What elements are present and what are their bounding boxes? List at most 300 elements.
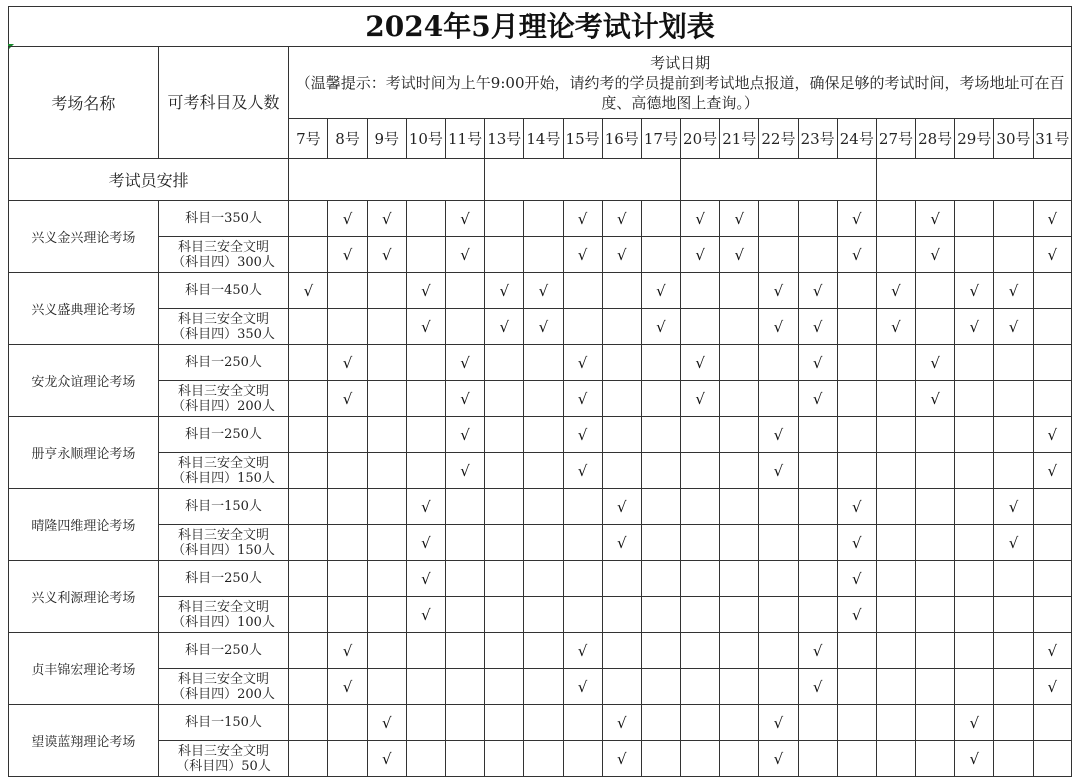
- table-row: [9, 273, 1072, 309]
- schedule-empty-cell: [406, 453, 445, 489]
- schedule-empty-cell: [994, 417, 1033, 453]
- schedule-check-mark: √: [328, 201, 367, 237]
- schedule-empty-cell: [328, 489, 367, 525]
- schedule-empty-cell: [759, 597, 798, 633]
- schedule-empty-cell: [916, 309, 955, 345]
- schedule-empty-cell: [524, 201, 563, 237]
- schedule-check-mark: √: [1033, 201, 1071, 237]
- schedule-check-mark: √: [563, 381, 602, 417]
- schedule-empty-cell: [916, 489, 955, 525]
- schedule-empty-cell: [681, 705, 720, 741]
- schedule-empty-cell: [837, 705, 876, 741]
- schedule-empty-cell: [524, 669, 563, 705]
- schedule-empty-cell: [445, 633, 484, 669]
- schedule-empty-cell: [328, 525, 367, 561]
- schedule-empty-cell: [445, 741, 484, 777]
- schedule-empty-cell: [876, 633, 915, 669]
- schedule-check-mark: √: [681, 345, 720, 381]
- schedule-empty-cell: [289, 561, 328, 597]
- schedule-check-mark: √: [406, 273, 445, 309]
- table-row: [9, 453, 1072, 489]
- schedule-check-mark: √: [759, 453, 798, 489]
- schedule-empty-cell: [994, 669, 1033, 705]
- schedule-empty-cell: [367, 273, 406, 309]
- schedule-empty-cell: [955, 597, 994, 633]
- schedule-check-mark: √: [406, 309, 445, 345]
- schedule-empty-cell: [720, 381, 759, 417]
- venue-name: 册亨永顺理论考场: [9, 417, 159, 489]
- schedule-empty-cell: [641, 705, 680, 741]
- schedule-empty-cell: [328, 597, 367, 633]
- schedule-check-mark: √: [602, 741, 641, 777]
- subject-capacity: 科目一150人: [158, 489, 289, 525]
- schedule-empty-cell: [759, 633, 798, 669]
- schedule-empty-cell: [994, 633, 1033, 669]
- schedule-empty-cell: [289, 345, 328, 381]
- schedule-empty-cell: [641, 417, 680, 453]
- schedule-empty-cell: [798, 705, 837, 741]
- schedule-empty-cell: [524, 345, 563, 381]
- schedule-check-mark: √: [563, 453, 602, 489]
- subject-capacity: 科目三安全文明 （科目四）50人: [158, 741, 289, 777]
- schedule-check-mark: √: [445, 345, 484, 381]
- schedule-empty-cell: [837, 633, 876, 669]
- schedule-check-mark: √: [759, 417, 798, 453]
- schedule-empty-cell: [955, 381, 994, 417]
- schedule-empty-cell: [602, 309, 641, 345]
- schedule-empty-cell: [485, 453, 524, 489]
- subject-capacity: 科目一250人: [158, 633, 289, 669]
- schedule-empty-cell: [524, 417, 563, 453]
- schedule-check-mark: √: [328, 345, 367, 381]
- schedule-check-mark: √: [759, 705, 798, 741]
- schedule-empty-cell: [994, 201, 1033, 237]
- table-row: [9, 525, 1072, 561]
- schedule-empty-cell: [367, 489, 406, 525]
- schedule-empty-cell: [328, 273, 367, 309]
- schedule-empty-cell: [916, 705, 955, 741]
- schedule-empty-cell: [367, 309, 406, 345]
- schedule-empty-cell: [876, 705, 915, 741]
- schedule-empty-cell: [289, 741, 328, 777]
- examiner-row: [9, 159, 1072, 201]
- schedule-empty-cell: [720, 489, 759, 525]
- schedule-check-mark: √: [445, 201, 484, 237]
- schedule-check-mark: √: [720, 237, 759, 273]
- schedule-empty-cell: [759, 345, 798, 381]
- schedule-check-mark: √: [837, 489, 876, 525]
- schedule-empty-cell: [837, 345, 876, 381]
- schedule-empty-cell: [720, 705, 759, 741]
- schedule-empty-cell: [641, 741, 680, 777]
- schedule-empty-cell: [445, 273, 484, 309]
- schedule-empty-cell: [328, 417, 367, 453]
- schedule-empty-cell: [367, 381, 406, 417]
- schedule-check-mark: √: [563, 417, 602, 453]
- schedule-empty-cell: [563, 597, 602, 633]
- schedule-empty-cell: [837, 417, 876, 453]
- schedule-empty-cell: [602, 417, 641, 453]
- schedule-empty-cell: [759, 201, 798, 237]
- table-row: [9, 741, 1072, 777]
- schedule-empty-cell: [367, 633, 406, 669]
- day-header: 7号: [289, 119, 328, 159]
- exam-dates-header: [289, 47, 1072, 119]
- day-header: 13号: [485, 119, 524, 159]
- day-header: 22号: [759, 119, 798, 159]
- schedule-empty-cell: [876, 561, 915, 597]
- schedule-check-mark: √: [328, 381, 367, 417]
- venue-header: 考场名称: [9, 47, 159, 159]
- schedule-empty-cell: [759, 381, 798, 417]
- schedule-check-mark: √: [759, 273, 798, 309]
- schedule-empty-cell: [1033, 525, 1071, 561]
- schedule-empty-cell: [289, 237, 328, 273]
- venue-name: 安龙众谊理论考场: [9, 345, 159, 417]
- schedule-check-mark: √: [837, 237, 876, 273]
- schedule-empty-cell: [720, 309, 759, 345]
- day-header: 15号: [563, 119, 602, 159]
- schedule-check-mark: √: [955, 705, 994, 741]
- schedule-check-mark: √: [328, 237, 367, 273]
- schedule-empty-cell: [328, 453, 367, 489]
- schedule-check-mark: √: [1033, 453, 1071, 489]
- schedule-empty-cell: [916, 525, 955, 561]
- schedule-empty-cell: [406, 633, 445, 669]
- schedule-empty-cell: [289, 705, 328, 741]
- table-row: [9, 669, 1072, 705]
- schedule-empty-cell: [681, 633, 720, 669]
- schedule-check-mark: √: [681, 237, 720, 273]
- table-row: [9, 417, 1072, 453]
- schedule-check-mark: √: [1033, 237, 1071, 273]
- schedule-empty-cell: [720, 345, 759, 381]
- schedule-empty-cell: [994, 597, 1033, 633]
- schedule-empty-cell: [955, 525, 994, 561]
- schedule-check-mark: √: [994, 309, 1033, 345]
- schedule-empty-cell: [367, 561, 406, 597]
- schedule-empty-cell: [1033, 705, 1071, 741]
- schedule-check-mark: √: [876, 273, 915, 309]
- schedule-empty-cell: [641, 489, 680, 525]
- schedule-check-mark: √: [406, 489, 445, 525]
- schedule-empty-cell: [681, 273, 720, 309]
- table-row: [9, 597, 1072, 633]
- schedule-check-mark: √: [994, 273, 1033, 309]
- schedule-check-mark: √: [994, 489, 1033, 525]
- schedule-check-mark: √: [602, 525, 641, 561]
- schedule-check-mark: √: [563, 345, 602, 381]
- schedule-empty-cell: [367, 597, 406, 633]
- schedule-empty-cell: [916, 273, 955, 309]
- schedule-empty-cell: [759, 561, 798, 597]
- schedule-empty-cell: [876, 201, 915, 237]
- schedule-empty-cell: [837, 309, 876, 345]
- schedule-empty-cell: [328, 705, 367, 741]
- schedule-check-mark: √: [602, 705, 641, 741]
- schedule-empty-cell: [916, 417, 955, 453]
- schedule-empty-cell: [485, 741, 524, 777]
- schedule-empty-cell: [798, 525, 837, 561]
- table-row: [9, 345, 1072, 381]
- schedule-empty-cell: [367, 345, 406, 381]
- day-header: 10号: [406, 119, 445, 159]
- day-header: 9号: [367, 119, 406, 159]
- schedule-empty-cell: [641, 633, 680, 669]
- schedule-empty-cell: [563, 705, 602, 741]
- venue-name: 兴义利源理论考场: [9, 561, 159, 633]
- schedule-empty-cell: [798, 453, 837, 489]
- schedule-empty-cell: [445, 489, 484, 525]
- schedule-empty-cell: [602, 669, 641, 705]
- subject-capacity: 科目三安全文明 （科目四）200人: [158, 381, 289, 417]
- schedule-check-mark: √: [837, 561, 876, 597]
- subject-header: 可考科目及人数: [158, 47, 289, 159]
- schedule-check-mark: √: [876, 309, 915, 345]
- table-row: [9, 309, 1072, 345]
- schedule-check-mark: √: [798, 273, 837, 309]
- subject-capacity: 科目一250人: [158, 417, 289, 453]
- schedule-empty-cell: [681, 489, 720, 525]
- schedule-empty-cell: [759, 525, 798, 561]
- schedule-empty-cell: [681, 741, 720, 777]
- schedule-check-mark: √: [563, 633, 602, 669]
- schedule-empty-cell: [876, 669, 915, 705]
- day-header: 24号: [837, 119, 876, 159]
- schedule-empty-cell: [641, 525, 680, 561]
- schedule-check-mark: √: [916, 237, 955, 273]
- schedule-empty-cell: [759, 237, 798, 273]
- schedule-empty-cell: [563, 561, 602, 597]
- schedule-empty-cell: [524, 561, 563, 597]
- schedule-check-mark: √: [563, 201, 602, 237]
- schedule-empty-cell: [720, 669, 759, 705]
- schedule-empty-cell: [798, 741, 837, 777]
- schedule-empty-cell: [602, 633, 641, 669]
- schedule-empty-cell: [289, 453, 328, 489]
- schedule-empty-cell: [485, 705, 524, 741]
- schedule-check-mark: √: [445, 237, 484, 273]
- schedule-empty-cell: [994, 741, 1033, 777]
- exam-dates-label: 考试日期: [650, 53, 711, 72]
- page-title: 2024年5月理论考试计划表: [8, 6, 1072, 46]
- schedule-empty-cell: [367, 525, 406, 561]
- schedule-empty-cell: [485, 597, 524, 633]
- exam-schedule-table: [8, 46, 1072, 777]
- subject-capacity: 科目三安全文明 （科目四）150人: [158, 525, 289, 561]
- day-header: 28号: [916, 119, 955, 159]
- schedule-check-mark: √: [328, 633, 367, 669]
- table-row: [9, 561, 1072, 597]
- schedule-check-mark: √: [994, 525, 1033, 561]
- schedule-check-mark: √: [367, 237, 406, 273]
- schedule-empty-cell: [485, 237, 524, 273]
- schedule-empty-cell: [445, 669, 484, 705]
- schedule-empty-cell: [485, 381, 524, 417]
- schedule-check-mark: √: [916, 345, 955, 381]
- schedule-check-mark: √: [798, 381, 837, 417]
- schedule-empty-cell: [563, 741, 602, 777]
- schedule-empty-cell: [641, 669, 680, 705]
- schedule-empty-cell: [602, 561, 641, 597]
- table-row: [9, 489, 1072, 525]
- schedule-empty-cell: [445, 705, 484, 741]
- schedule-check-mark: √: [406, 597, 445, 633]
- schedule-check-mark: √: [367, 741, 406, 777]
- schedule-empty-cell: [916, 597, 955, 633]
- schedule-empty-cell: [524, 237, 563, 273]
- schedule-empty-cell: [876, 417, 915, 453]
- schedule-check-mark: √: [445, 381, 484, 417]
- schedule-empty-cell: [328, 741, 367, 777]
- schedule-empty-cell: [994, 381, 1033, 417]
- schedule-empty-cell: [289, 633, 328, 669]
- schedule-empty-cell: [641, 453, 680, 489]
- schedule-empty-cell: [602, 453, 641, 489]
- schedule-check-mark: √: [837, 201, 876, 237]
- schedule-empty-cell: [485, 633, 524, 669]
- schedule-check-mark: √: [524, 309, 563, 345]
- schedule-check-mark: √: [367, 201, 406, 237]
- schedule-empty-cell: [955, 633, 994, 669]
- schedule-empty-cell: [681, 597, 720, 633]
- schedule-check-mark: √: [955, 741, 994, 777]
- schedule-empty-cell: [328, 309, 367, 345]
- day-header: 29号: [955, 119, 994, 159]
- schedule-empty-cell: [1033, 597, 1071, 633]
- schedule-check-mark: √: [681, 201, 720, 237]
- schedule-empty-cell: [916, 741, 955, 777]
- schedule-empty-cell: [602, 345, 641, 381]
- schedule-empty-cell: [994, 705, 1033, 741]
- schedule-empty-cell: [955, 201, 994, 237]
- day-header: 23号: [798, 119, 837, 159]
- schedule-empty-cell: [876, 345, 915, 381]
- venue-name: 贞丰锦宏理论考场: [9, 633, 159, 705]
- schedule-check-mark: √: [1033, 633, 1071, 669]
- schedule-empty-cell: [994, 561, 1033, 597]
- examiner-slot: [289, 159, 485, 201]
- schedule-empty-cell: [289, 525, 328, 561]
- schedule-empty-cell: [916, 669, 955, 705]
- schedule-empty-cell: [524, 489, 563, 525]
- schedule-empty-cell: [720, 561, 759, 597]
- schedule-empty-cell: [641, 597, 680, 633]
- schedule-empty-cell: [406, 201, 445, 237]
- schedule-empty-cell: [837, 453, 876, 489]
- schedule-empty-cell: [406, 417, 445, 453]
- schedule-empty-cell: [681, 453, 720, 489]
- schedule-empty-cell: [563, 525, 602, 561]
- schedule-empty-cell: [994, 237, 1033, 273]
- schedule-empty-cell: [837, 669, 876, 705]
- schedule-empty-cell: [798, 237, 837, 273]
- schedule-empty-cell: [485, 489, 524, 525]
- schedule-check-mark: √: [720, 201, 759, 237]
- schedule-empty-cell: [759, 669, 798, 705]
- schedule-empty-cell: [289, 417, 328, 453]
- schedule-empty-cell: [876, 525, 915, 561]
- schedule-empty-cell: [1033, 273, 1071, 309]
- schedule-empty-cell: [955, 417, 994, 453]
- schedule-check-mark: √: [485, 273, 524, 309]
- schedule-check-mark: √: [406, 561, 445, 597]
- schedule-empty-cell: [876, 381, 915, 417]
- schedule-empty-cell: [485, 525, 524, 561]
- table-row: [9, 381, 1072, 417]
- schedule-empty-cell: [1033, 489, 1071, 525]
- schedule-empty-cell: [289, 669, 328, 705]
- schedule-check-mark: √: [681, 381, 720, 417]
- table-row: [9, 705, 1072, 741]
- schedule-empty-cell: [524, 705, 563, 741]
- schedule-check-mark: √: [367, 705, 406, 741]
- schedule-empty-cell: [445, 525, 484, 561]
- schedule-empty-cell: [798, 489, 837, 525]
- schedule-check-mark: √: [798, 669, 837, 705]
- schedule-empty-cell: [681, 417, 720, 453]
- day-header: 20号: [681, 119, 720, 159]
- schedule-empty-cell: [955, 453, 994, 489]
- schedule-empty-cell: [602, 381, 641, 417]
- schedule-empty-cell: [876, 453, 915, 489]
- schedule-check-mark: √: [916, 381, 955, 417]
- schedule-empty-cell: [720, 741, 759, 777]
- table-row: [9, 201, 1072, 237]
- schedule-check-mark: √: [641, 309, 680, 345]
- schedule-empty-cell: [876, 237, 915, 273]
- schedule-empty-cell: [798, 201, 837, 237]
- venue-name: 兴义盛典理论考场: [9, 273, 159, 345]
- schedule-empty-cell: [563, 273, 602, 309]
- schedule-empty-cell: [641, 345, 680, 381]
- schedule-check-mark: √: [759, 741, 798, 777]
- schedule-empty-cell: [485, 345, 524, 381]
- schedule-empty-cell: [524, 597, 563, 633]
- schedule-check-mark: √: [759, 309, 798, 345]
- day-header: 17号: [641, 119, 680, 159]
- schedule-empty-cell: [720, 273, 759, 309]
- schedule-check-mark: √: [837, 525, 876, 561]
- schedule-empty-cell: [955, 489, 994, 525]
- schedule-empty-cell: [916, 561, 955, 597]
- day-header: 30号: [994, 119, 1033, 159]
- schedule-check-mark: √: [406, 525, 445, 561]
- examiner-slot: [681, 159, 877, 201]
- schedule-empty-cell: [406, 345, 445, 381]
- subject-capacity: 科目三安全文明 （科目四）350人: [158, 309, 289, 345]
- schedule-check-mark: √: [1033, 669, 1071, 705]
- schedule-empty-cell: [720, 453, 759, 489]
- schedule-empty-cell: [837, 381, 876, 417]
- schedule-empty-cell: [367, 453, 406, 489]
- examiner-slot: [876, 159, 1071, 201]
- schedule-empty-cell: [563, 489, 602, 525]
- schedule-empty-cell: [328, 561, 367, 597]
- schedule-empty-cell: [837, 741, 876, 777]
- schedule-empty-cell: [916, 633, 955, 669]
- schedule-check-mark: √: [289, 273, 328, 309]
- schedule-check-mark: √: [563, 669, 602, 705]
- venue-name: 望谟蓝翔理论考场: [9, 705, 159, 777]
- subject-capacity: 科目三安全文明 （科目四）100人: [158, 597, 289, 633]
- schedule-empty-cell: [289, 201, 328, 237]
- schedule-check-mark: √: [602, 201, 641, 237]
- schedule-check-mark: √: [485, 309, 524, 345]
- schedule-empty-cell: [1033, 561, 1071, 597]
- schedule-empty-cell: [602, 597, 641, 633]
- schedule-empty-cell: [720, 417, 759, 453]
